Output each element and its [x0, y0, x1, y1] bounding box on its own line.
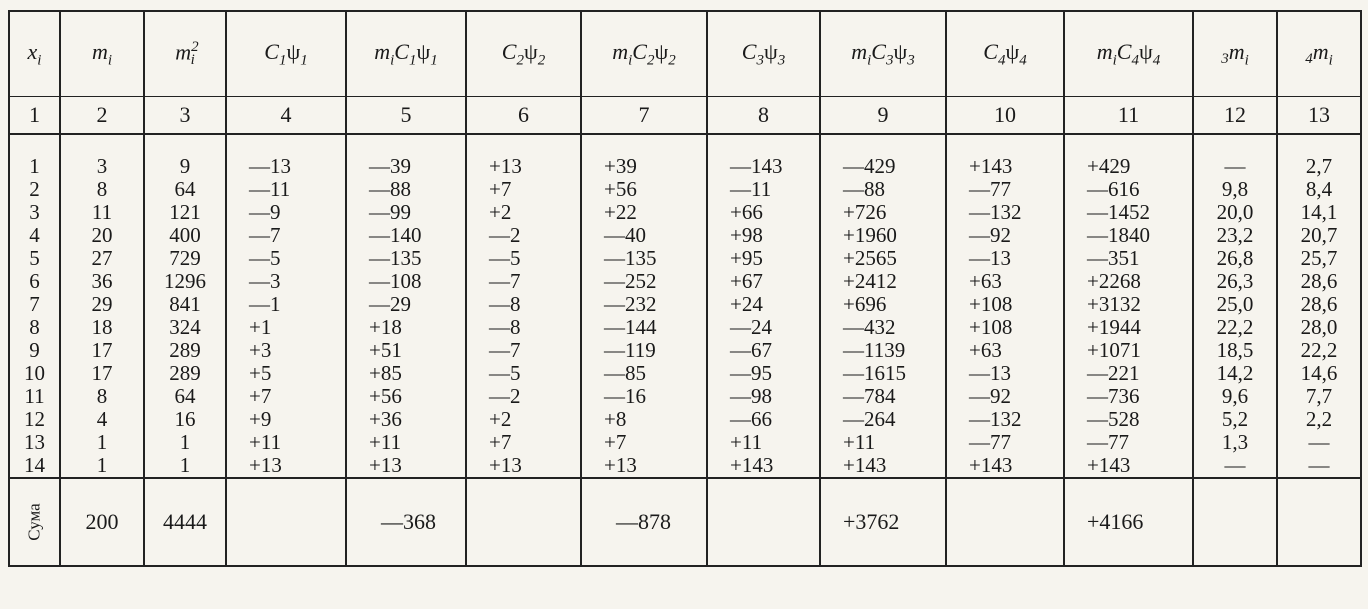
- table-cell: +2565: [820, 247, 946, 270]
- table-cell: +7: [466, 431, 581, 454]
- table-cell: 28,0: [1277, 316, 1361, 339]
- table-cell: —11: [707, 178, 820, 201]
- col-number: 6: [466, 97, 581, 135]
- table-cell: 14: [9, 454, 60, 478]
- table-cell: —: [1193, 454, 1277, 478]
- table-cell: —1139: [820, 339, 946, 362]
- table-cell: 20,0: [1193, 201, 1277, 224]
- sum-mi-c3-psi3: +3762: [820, 478, 946, 566]
- table-cell: 18: [60, 316, 144, 339]
- table-row: [9, 155, 1361, 178]
- table-cell: +85: [346, 362, 466, 385]
- calculation-table: [8, 10, 1362, 567]
- table-cell: 9: [144, 155, 226, 178]
- table-cell: —11: [226, 178, 346, 201]
- table-cell: 9,8: [1193, 178, 1277, 201]
- table-row: [9, 431, 1361, 454]
- col-number: 12: [1193, 97, 1277, 135]
- table-row: [9, 224, 1361, 247]
- sum-mi: 200: [60, 478, 144, 566]
- header-mi-squared: $m^2_i$: [144, 11, 226, 97]
- table-cell: 6: [9, 270, 60, 293]
- table-cell: 8,4: [1277, 178, 1361, 201]
- table-cell: +13: [346, 454, 466, 478]
- table-cell: +11: [346, 431, 466, 454]
- table-cell: 8: [9, 316, 60, 339]
- table-cell: +429: [1064, 155, 1193, 178]
- table-cell: —5: [466, 247, 581, 270]
- col-number: 3: [144, 97, 226, 135]
- table-cell: 9,6: [1193, 385, 1277, 408]
- table-cell: 1: [60, 431, 144, 454]
- table-cell: —2: [466, 224, 581, 247]
- table-cell: —8: [466, 293, 581, 316]
- table-cell: +8: [581, 408, 707, 431]
- table-cell: +11: [226, 431, 346, 454]
- table-cell: —135: [581, 247, 707, 270]
- header-row: [9, 11, 1361, 97]
- table-cell: —77: [1064, 431, 1193, 454]
- table-cell: —736: [1064, 385, 1193, 408]
- table-cell: —3: [226, 270, 346, 293]
- table-cell: —2: [466, 385, 581, 408]
- table-cell: 4: [9, 224, 60, 247]
- table-cell: +56: [346, 385, 466, 408]
- table-cell: 289: [144, 339, 226, 362]
- table-cell: —5: [466, 362, 581, 385]
- table-cell: —351: [1064, 247, 1193, 270]
- table-cell: +143: [946, 155, 1064, 178]
- table-cell: +108: [946, 293, 1064, 316]
- table-cell: —119: [581, 339, 707, 362]
- table-cell: +11: [820, 431, 946, 454]
- table-cell: 26,3: [1193, 270, 1277, 293]
- table-cell: 23,2: [1193, 224, 1277, 247]
- table-cell: —528: [1064, 408, 1193, 431]
- table-cell: 64: [144, 385, 226, 408]
- table-cell: +36: [346, 408, 466, 431]
- table-cell: —221: [1064, 362, 1193, 385]
- table-cell: 324: [144, 316, 226, 339]
- table-cell: —5: [226, 247, 346, 270]
- col-number: 10: [946, 97, 1064, 135]
- table-cell: 1: [144, 431, 226, 454]
- table-cell: —140: [346, 224, 466, 247]
- table-cell: +13: [466, 454, 581, 478]
- table-cell: +11: [707, 431, 820, 454]
- table-cell: 7: [9, 293, 60, 316]
- table-cell: —616: [1064, 178, 1193, 201]
- table-cell: 20,7: [1277, 224, 1361, 247]
- table-row: [9, 293, 1361, 316]
- data-rows: [9, 155, 1361, 478]
- table-row: [9, 316, 1361, 339]
- table-cell: —88: [820, 178, 946, 201]
- table-cell: —95: [707, 362, 820, 385]
- table-row: [9, 408, 1361, 431]
- table-cell: —252: [581, 270, 707, 293]
- table-cell: +5: [226, 362, 346, 385]
- sum-mi-c2-psi2: —878: [581, 478, 707, 566]
- table-cell: —85: [581, 362, 707, 385]
- table-cell: —24: [707, 316, 820, 339]
- table-cell: +13: [226, 454, 346, 478]
- table-cell: 1: [144, 454, 226, 478]
- table-cell: 289: [144, 362, 226, 385]
- table-cell: +1944: [1064, 316, 1193, 339]
- table-cell: +1960: [820, 224, 946, 247]
- table-cell: 7,7: [1277, 385, 1361, 408]
- table-cell: 28,6: [1277, 270, 1361, 293]
- col-number: 13: [1277, 97, 1361, 135]
- header-mi-c4-psi4: $m_iC_4\psi_4$: [1064, 11, 1193, 97]
- table-cell: 26,8: [1193, 247, 1277, 270]
- table-cell: 11: [9, 385, 60, 408]
- table-cell: —1: [226, 293, 346, 316]
- table-cell: —144: [581, 316, 707, 339]
- col-number: 8: [707, 97, 820, 135]
- table-cell: +13: [581, 454, 707, 478]
- table-cell: —132: [946, 201, 1064, 224]
- table-cell: 1: [60, 454, 144, 478]
- table-cell: +3: [226, 339, 346, 362]
- table-cell: 729: [144, 247, 226, 270]
- table-cell: 1296: [144, 270, 226, 293]
- table-cell: —13: [946, 362, 1064, 385]
- table-cell: 22,2: [1277, 339, 1361, 362]
- col-number: 2: [60, 97, 144, 135]
- table-cell: +9: [226, 408, 346, 431]
- table-cell: 3: [60, 155, 144, 178]
- table-cell: —1452: [1064, 201, 1193, 224]
- header-c3-psi3: $C_3\psi_3$: [707, 11, 820, 97]
- table-cell: +1071: [1064, 339, 1193, 362]
- sum-empty: [946, 478, 1064, 566]
- table-cell: —92: [946, 385, 1064, 408]
- table-cell: 14,6: [1277, 362, 1361, 385]
- table-cell: —77: [946, 431, 1064, 454]
- table-cell: 12: [9, 408, 60, 431]
- col-number: 9: [820, 97, 946, 135]
- sum-mi-squared: 4444: [144, 478, 226, 566]
- table-cell: —7: [226, 224, 346, 247]
- table-cell: —98: [707, 385, 820, 408]
- table-cell: +3132: [1064, 293, 1193, 316]
- table-cell: —108: [346, 270, 466, 293]
- table-cell: +7: [581, 431, 707, 454]
- table-cell: 9: [9, 339, 60, 362]
- table-cell: +98: [707, 224, 820, 247]
- table-cell: —: [1277, 431, 1361, 454]
- header-c1-psi1: $C_1\psi_1$: [226, 11, 346, 97]
- table-cell: 400: [144, 224, 226, 247]
- table-cell: —429: [820, 155, 946, 178]
- table-cell: —92: [946, 224, 1064, 247]
- table-cell: —264: [820, 408, 946, 431]
- table-cell: —784: [820, 385, 946, 408]
- table-cell: —66: [707, 408, 820, 431]
- table-cell: +696: [820, 293, 946, 316]
- table-cell: —232: [581, 293, 707, 316]
- sum-empty: [226, 478, 346, 566]
- table-cell: +108: [946, 316, 1064, 339]
- table-cell: +143: [1064, 454, 1193, 478]
- sum-empty: [1277, 478, 1361, 566]
- table-cell: —40: [581, 224, 707, 247]
- table-cell: +22: [581, 201, 707, 224]
- table-cell: —67: [707, 339, 820, 362]
- table-row: [9, 247, 1361, 270]
- header-mi-c3-psi3: $m_iC_3\psi_3$: [820, 11, 946, 97]
- table-cell: 8: [60, 385, 144, 408]
- table-cell: 1: [9, 155, 60, 178]
- table-cell: 16: [144, 408, 226, 431]
- sum-mi-c4-psi4: +4166: [1064, 478, 1193, 566]
- table-cell: 17: [60, 339, 144, 362]
- table-cell: 3: [9, 201, 60, 224]
- table-cell: +24: [707, 293, 820, 316]
- table-cell: —: [1193, 155, 1277, 178]
- table-cell: —135: [346, 247, 466, 270]
- column-number-row: [9, 97, 1361, 135]
- table-cell: +63: [946, 270, 1064, 293]
- table-cell: 10: [9, 362, 60, 385]
- table-cell: —13: [946, 247, 1064, 270]
- sum-empty: [466, 478, 581, 566]
- header-mi-c2-psi2: $m_iC_2\psi_2$: [581, 11, 707, 97]
- col-number: 11: [1064, 97, 1193, 135]
- table-row: [9, 385, 1361, 408]
- header-3mi: $3m_i$: [1193, 11, 1277, 97]
- header-mi: $m_i$: [60, 11, 144, 97]
- table-cell: +95: [707, 247, 820, 270]
- table-cell: 13: [9, 431, 60, 454]
- table-cell: —77: [946, 178, 1064, 201]
- header-c4-psi4: $C_4\psi_4$: [946, 11, 1064, 97]
- table-cell: 27: [60, 247, 144, 270]
- col-number: 5: [346, 97, 466, 135]
- table-cell: —7: [466, 270, 581, 293]
- table-cell: +66: [707, 201, 820, 224]
- table-cell: —9: [226, 201, 346, 224]
- table-cell: 5: [9, 247, 60, 270]
- table-cell: 1,3: [1193, 431, 1277, 454]
- header-4mi: $4m_i$: [1277, 11, 1361, 97]
- spacer-row: [9, 134, 1361, 155]
- table-row: [9, 362, 1361, 385]
- table-cell: —8: [466, 316, 581, 339]
- table-cell: 2,7: [1277, 155, 1361, 178]
- table-cell: 2,2: [1277, 408, 1361, 431]
- col-number: 4: [226, 97, 346, 135]
- table-cell: +1: [226, 316, 346, 339]
- table-cell: 22,2: [1193, 316, 1277, 339]
- table-cell: +63: [946, 339, 1064, 362]
- table-cell: +56: [581, 178, 707, 201]
- sum-mi-c1-psi1: —368: [346, 478, 466, 566]
- sum-empty: [707, 478, 820, 566]
- table-cell: 18,5: [1193, 339, 1277, 362]
- table-cell: —16: [581, 385, 707, 408]
- header-mi-c1-psi1: $m_iC_1\psi_1$: [346, 11, 466, 97]
- table-cell: +13: [466, 155, 581, 178]
- table-cell: —432: [820, 316, 946, 339]
- table-cell: 14,1: [1277, 201, 1361, 224]
- table-cell: +143: [820, 454, 946, 478]
- table-cell: 121: [144, 201, 226, 224]
- header-c2-psi2: $C_2\psi_2$: [466, 11, 581, 97]
- table-cell: —13: [226, 155, 346, 178]
- table-cell: —39: [346, 155, 466, 178]
- table-cell: +143: [707, 454, 820, 478]
- table-cell: 2: [9, 178, 60, 201]
- table-cell: 25,0: [1193, 293, 1277, 316]
- table-cell: +39: [581, 155, 707, 178]
- table-row: [9, 270, 1361, 293]
- table-cell: 8: [60, 178, 144, 201]
- table-cell: —88: [346, 178, 466, 201]
- table-cell: 64: [144, 178, 226, 201]
- table-cell: 20: [60, 224, 144, 247]
- table-cell: 29: [60, 293, 144, 316]
- table-cell: 841: [144, 293, 226, 316]
- table-row: [9, 454, 1361, 478]
- table-cell: 5,2: [1193, 408, 1277, 431]
- table-cell: 25,7: [1277, 247, 1361, 270]
- table-cell: —29: [346, 293, 466, 316]
- table-row: [9, 339, 1361, 362]
- col-number: 7: [581, 97, 707, 135]
- col-number: 1: [9, 97, 60, 135]
- table-cell: +2: [466, 201, 581, 224]
- table-row: [9, 201, 1361, 224]
- table-cell: 36: [60, 270, 144, 293]
- table-cell: +67: [707, 270, 820, 293]
- table-cell: +2: [466, 408, 581, 431]
- table-cell: 4: [60, 408, 144, 431]
- table-cell: —132: [946, 408, 1064, 431]
- table-cell: —143: [707, 155, 820, 178]
- table-cell: +7: [466, 178, 581, 201]
- table-cell: —99: [346, 201, 466, 224]
- table-cell: 11: [60, 201, 144, 224]
- table-cell: —1840: [1064, 224, 1193, 247]
- table-cell: 17: [60, 362, 144, 385]
- table-cell: —: [1277, 454, 1361, 478]
- table-cell: +18: [346, 316, 466, 339]
- table-cell: +7: [226, 385, 346, 408]
- sum-empty: [1193, 478, 1277, 566]
- table-cell: +2268: [1064, 270, 1193, 293]
- table-row: [9, 178, 1361, 201]
- table-cell: +51: [346, 339, 466, 362]
- table-cell: +726: [820, 201, 946, 224]
- table-cell: +2412: [820, 270, 946, 293]
- sum-label: Сума: [9, 478, 60, 566]
- header-xi: $x_i$: [9, 11, 60, 97]
- table-cell: —1615: [820, 362, 946, 385]
- table-cell: 14,2: [1193, 362, 1277, 385]
- sum-row: [9, 478, 1361, 566]
- table-cell: +143: [946, 454, 1064, 478]
- table-cell: —7: [466, 339, 581, 362]
- table-cell: 28,6: [1277, 293, 1361, 316]
